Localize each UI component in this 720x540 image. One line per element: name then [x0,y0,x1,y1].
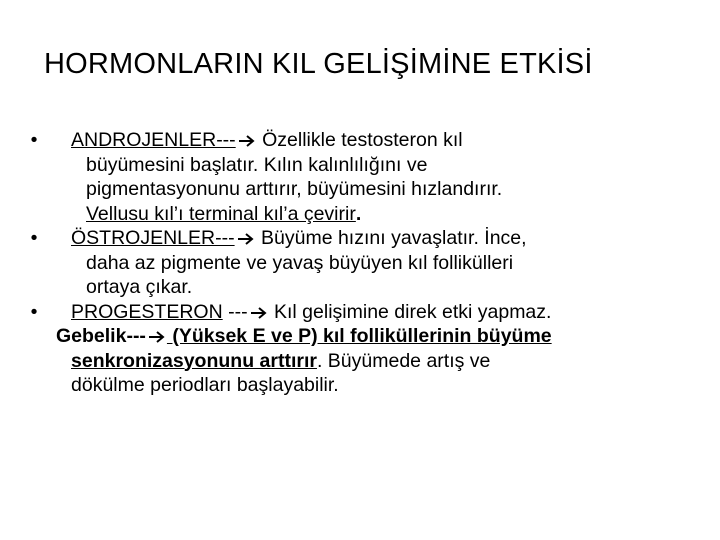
gebelik-term: Gebelik--- [56,325,146,347]
androjenler-emphasis: Vellusu kıl’ı terminal kıl’a çevirir [86,202,356,225]
androjenler-text-2: büyümesini başlatır. Kılın kalınlılığını ve [86,153,428,176]
bullet-progesteron [28,300,698,325]
ostrojenler-term: ÖSTROJENLER--- [71,227,235,249]
bullet-ostrojenler [28,226,698,300]
progesteron-term: PROGESTERON [71,300,223,323]
progesteron-dashes: --- [222,300,248,323]
gebelik-text-2: . Büyümede artış ve [316,349,491,372]
bullet-androjenler [28,128,698,226]
right-arrow-icon [237,232,254,246]
ostrojenler-text-3: ortaya çıkar. [86,276,193,298]
androjenler-emphasis-line [71,202,698,227]
progesteron-text-1: Kıl gelişimine direk etki yapmaz. [268,300,552,323]
bullet-dot: • [30,227,38,249]
ostrojenler-text-1: Büyüme hızını yavaşlatır. İnce, [255,227,527,249]
right-arrow-icon [238,134,255,148]
slide-content [28,128,698,398]
gebelik-note [28,324,698,398]
gebelik-emphasis: senkronizasyonunu arttırır [71,349,317,372]
gebelik-emphasis-line [56,349,698,374]
gebelik-text-3: dökülme periodları başlayabilir. [71,374,339,396]
bullet-dot: • [30,300,38,323]
right-arrow-icon [148,330,165,344]
bullet-dot: • [30,129,38,151]
androjenler-text-3: pigmentasyonunu arttırır, büyümesini hızlandırır. [86,178,503,200]
androjenler-end: . [355,202,362,225]
right-arrow-icon [250,306,267,320]
slide-title: HORMONLARIN KIL GELİŞİMİNE ETKİSİ [44,48,593,80]
androjenler-text-1: Özellikle testosteron kıl [256,129,463,151]
ostrojenler-text-2: daha az pigmente ve yavaş büyüyen kıl follikülleri [86,251,514,274]
androjenler-term: ANDROJENLER--- [71,129,236,151]
gebelik-text-1: (Yüksek E ve P) kıl folliküllerinin büyüme [166,325,552,347]
